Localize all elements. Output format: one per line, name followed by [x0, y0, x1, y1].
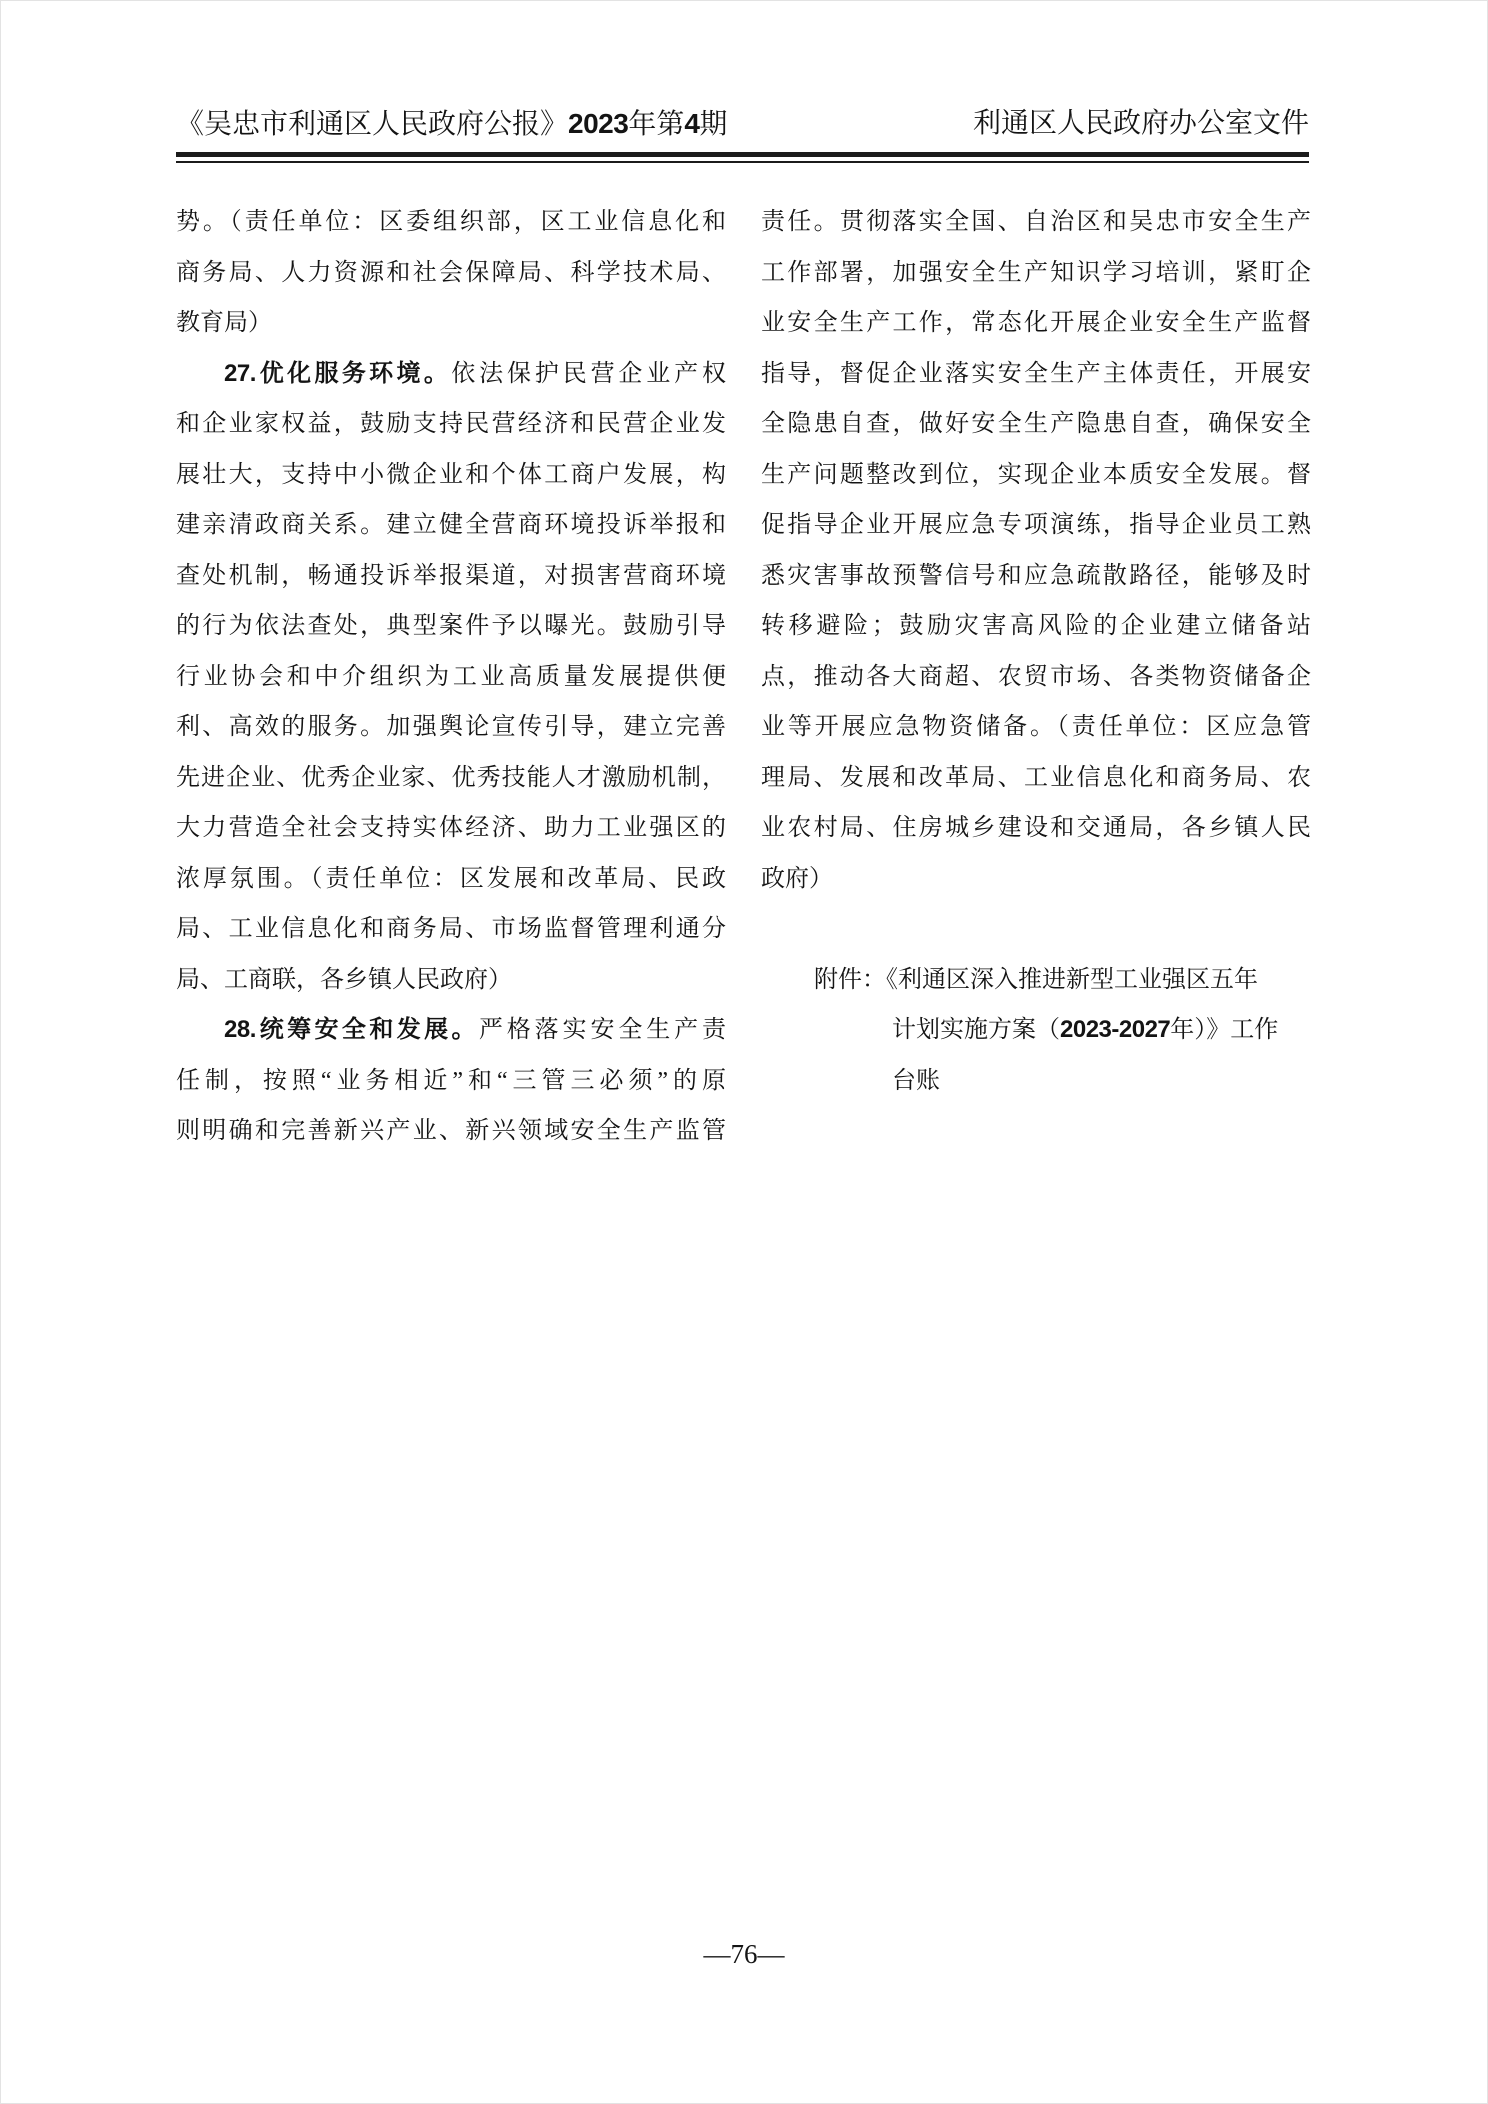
text-line	[176, 551, 726, 602]
text-segment: 业等开展应急物资储备。（责任单位：区应急管	[761, 714, 1311, 740]
text-line	[761, 399, 1311, 450]
text-segment: 教育局）	[176, 310, 272, 336]
header-document-source: 利通区人民政府办公室文件	[972, 108, 1309, 139]
text-segment: 依法保护民营企业产权	[451, 360, 726, 387]
text-segment: 台账	[892, 1067, 940, 1094]
text-line	[761, 601, 1311, 652]
text-line	[176, 955, 726, 1006]
text-segment: 附件：《利通区深入推进新型工业强区五年	[814, 966, 1258, 993]
text-segment: 悉灾害事故预警信号和应急疏散路径，能够及时	[761, 562, 1311, 589]
header-rule-thick	[176, 152, 1309, 157]
text-segment: 27.	[224, 359, 256, 387]
text-line	[176, 349, 726, 400]
text-segment: 2023	[568, 108, 629, 139]
text-segment: 势。（责任单位：区委组织部，区工业信息化和	[176, 209, 726, 235]
text-line	[761, 955, 1311, 1006]
page-header	[176, 105, 1309, 143]
text-segment: 优化服务环境。	[255, 359, 452, 387]
text-segment: 严格落实安全生产责	[478, 1017, 726, 1043]
text-line	[176, 652, 726, 703]
text-line	[176, 399, 726, 450]
text-line	[761, 1056, 1311, 1107]
text-line	[761, 551, 1311, 602]
text-line	[176, 904, 726, 955]
text-line	[176, 1106, 726, 1157]
text-line	[176, 753, 726, 804]
blank-line	[761, 904, 1311, 955]
text-segment: 查处机制，畅通投诉举报渠道，对损害营商环境	[176, 562, 726, 589]
page-number: —76—	[703, 1939, 785, 1969]
text-line	[176, 298, 726, 349]
text-segment: 《吴忠市利通区人民政府公报》	[176, 109, 569, 140]
text-line	[176, 702, 726, 753]
text-line	[176, 248, 726, 299]
text-segment: 则明确和完善新兴产业、新兴领域安全生产监管	[176, 1118, 726, 1144]
text-segment: 全隐患自查，做好安全生产隐患自查，确保安全	[761, 411, 1311, 437]
text-line	[761, 753, 1311, 804]
text-segment: 2023-2027	[1060, 1016, 1171, 1043]
document-body	[176, 197, 1311, 1157]
text-segment: 展壮大，支持中小微企业和个体工商户发展，构	[176, 461, 726, 488]
text-line	[176, 601, 726, 652]
text-column-right	[761, 197, 1311, 1157]
text-segment: 业农村局、住房城乡建设和交通局，各乡镇人民	[761, 815, 1311, 841]
text-segment: 转移避险；鼓励灾害高风险的企业建立储备站	[761, 613, 1311, 639]
text-line	[761, 500, 1311, 551]
text-segment: 28.	[224, 1016, 256, 1043]
header-publication-title	[176, 105, 727, 143]
text-segment: 责任。贯彻落实全国、自治区和吴忠市安全生产	[761, 209, 1311, 235]
text-segment: 大力营造全社会支持实体经济、助力工业强区的	[176, 815, 726, 841]
text-line	[761, 652, 1311, 703]
text-segment: 年）》工作	[1170, 1017, 1279, 1043]
text-line	[761, 854, 1311, 905]
text-segment: 利、高效的服务。加强舆论宣传引导，建立完善	[176, 714, 726, 740]
text-segment: 点，推动各大商超、农贸市场、各类物资储备企	[761, 663, 1311, 690]
text-segment: 的行为依法查处，典型案件予以曝光。鼓励引导	[176, 613, 726, 639]
text-column-left	[176, 197, 726, 1157]
text-segment: 局、工商联，各乡镇人民政府）	[176, 966, 512, 993]
text-line	[176, 500, 726, 551]
text-line	[761, 803, 1311, 854]
text-segment: 统筹安全和发展。	[255, 1016, 479, 1043]
text-line	[761, 1005, 1311, 1056]
text-segment: 促指导企业开展应急专项演练，指导企业员工熟	[761, 512, 1311, 538]
text-segment: 计划实施方案（	[892, 1017, 1060, 1043]
text-line	[176, 1056, 726, 1107]
text-segment: 行业协会和中介组织为工业高质量发展提供便	[176, 663, 726, 690]
text-line	[761, 349, 1311, 400]
text-segment: 和企业家权益，鼓励支持民营经济和民营企业发	[176, 411, 726, 437]
header-rule-thin	[176, 161, 1309, 163]
text-line	[176, 450, 726, 501]
text-line	[761, 298, 1311, 349]
text-segment: 工作部署，加强安全生产知识学习培训，紧盯企	[761, 259, 1311, 286]
text-segment: 生产问题整改到位，实现企业本质安全发展。督	[761, 461, 1311, 488]
text-line	[761, 702, 1311, 753]
text-segment: 期	[699, 109, 728, 140]
text-segment: 4	[684, 108, 700, 139]
text-segment: 政府）	[761, 865, 833, 892]
text-segment: 先进企业、优秀企业家、优秀技能人才激励机制，	[176, 764, 726, 791]
text-line	[761, 450, 1311, 501]
text-segment: 建亲清政商关系。建立健全营商环境投诉举报和	[176, 512, 726, 538]
text-segment: 任制，按照“业务相近”和“三管三必须”的原	[176, 1067, 726, 1094]
text-line	[761, 197, 1311, 248]
text-segment: 局、工业信息化和商务局、市场监督管理利通分	[176, 916, 726, 942]
text-segment: 指导，督促企业落实安全生产主体责任，开展安	[761, 360, 1311, 387]
text-line	[176, 803, 726, 854]
text-line	[176, 1005, 726, 1056]
text-segment: 年第	[628, 109, 685, 140]
text-line	[176, 197, 726, 248]
text-segment: 浓厚氛围。（责任单位：区发展和改革局、民政	[176, 865, 726, 892]
text-segment: 理局、发展和改革局、工业信息化和商务局、农	[761, 764, 1311, 791]
text-segment: 商务局、人力资源和社会保障局、科学技术局、	[176, 259, 726, 286]
text-line	[176, 854, 726, 905]
text-segment: 业安全生产工作，常态化开展企业安全生产监督	[761, 310, 1311, 336]
text-line	[761, 248, 1311, 299]
